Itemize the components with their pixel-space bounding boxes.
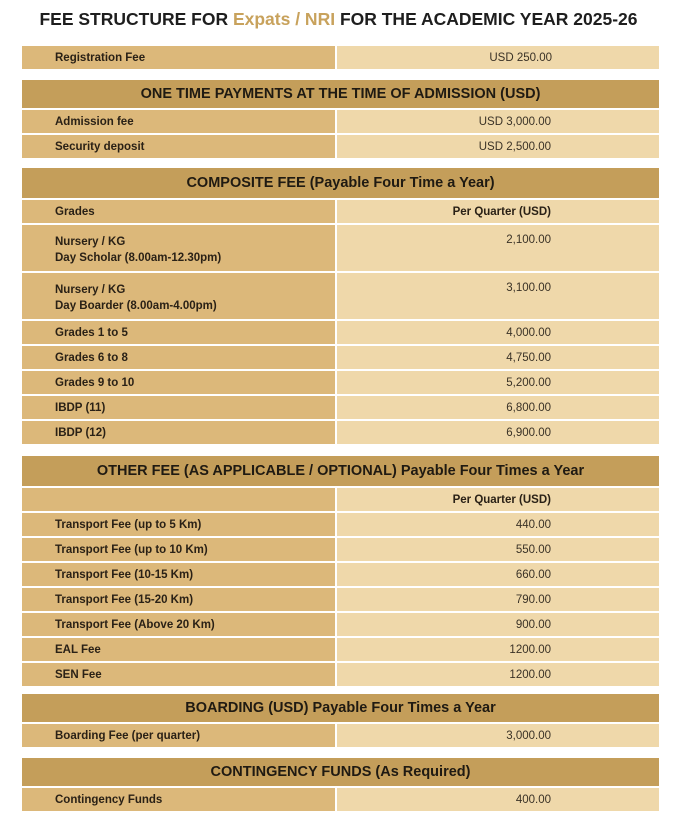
table-header-row xyxy=(22,200,659,223)
row-label xyxy=(22,225,335,271)
row-value: 6,900.00 xyxy=(337,421,659,444)
title-suffix: FOR THE ACADEMIC YEAR 2025-26 xyxy=(335,9,638,29)
row-label: IBDP (11) xyxy=(22,396,335,419)
section-heading: OTHER FEE (AS APPLICABLE / OPTIONAL) Payable Four Times a Year xyxy=(22,456,659,486)
row-label: Contingency Funds xyxy=(22,788,335,811)
table-row xyxy=(22,663,659,686)
row-value: 400.00 xyxy=(337,788,659,811)
table-row xyxy=(22,588,659,611)
row-label: SEN Fee xyxy=(22,663,335,686)
table-header-row xyxy=(22,488,659,511)
table-row xyxy=(22,724,659,747)
table-row xyxy=(22,273,659,319)
row-value: 440.00 xyxy=(337,513,659,536)
title-prefix: FEE STRUCTURE FOR xyxy=(39,9,233,29)
table-row xyxy=(22,135,659,158)
table-row xyxy=(22,396,659,419)
row-value: 4,750.00 xyxy=(337,346,659,369)
column-header-empty xyxy=(22,488,335,511)
row-value: 900.00 xyxy=(337,613,659,636)
row-value: 5,200.00 xyxy=(337,371,659,394)
table-row xyxy=(22,513,659,536)
row-label: EAL Fee xyxy=(22,638,335,661)
column-header-per-quarter: Per Quarter (USD) xyxy=(337,488,659,511)
one-time-payments-table xyxy=(22,80,659,160)
table-row xyxy=(22,46,659,69)
row-value: 3,100.00 xyxy=(337,273,659,319)
row-label: Grades 9 to 10 xyxy=(22,371,335,394)
row-value: 1200.00 xyxy=(337,663,659,686)
table-row xyxy=(22,638,659,661)
row-label: Security deposit xyxy=(22,135,335,158)
table-row xyxy=(22,321,659,344)
table-row xyxy=(22,538,659,561)
row-value: 660.00 xyxy=(337,563,659,586)
row-label: Transport Fee (15-20 Km) xyxy=(22,588,335,611)
table-row xyxy=(22,225,659,271)
section-heading: BOARDING (USD) Payable Four Times a Year xyxy=(22,694,659,722)
section-heading: ONE TIME PAYMENTS AT THE TIME OF ADMISSION (USD) xyxy=(22,80,659,108)
table-row xyxy=(22,613,659,636)
other-fee-table xyxy=(22,456,659,688)
section-heading: CONTINGENCY FUNDS (As Required) xyxy=(22,758,659,786)
row-label: Transport Fee (up to 10 Km) xyxy=(22,538,335,561)
row-value: 6,800.00 xyxy=(337,396,659,419)
row-label: Grades 6 to 8 xyxy=(22,346,335,369)
row-label: Registration Fee xyxy=(22,46,335,69)
boarding-table xyxy=(22,694,659,749)
row-label: Admission fee xyxy=(22,110,335,133)
section-heading: COMPOSITE FEE (Payable Four Time a Year) xyxy=(22,168,659,198)
column-header-grades: Grades xyxy=(22,200,335,223)
title-highlight: Expats / NRI xyxy=(232,9,336,29)
row-label-line2: Day Boarder (8.00am-4.00pm) xyxy=(55,300,217,312)
row-value: 4,000.00 xyxy=(337,321,659,344)
table-row xyxy=(22,421,659,444)
row-label: Transport Fee (Above 20 Km) xyxy=(22,613,335,636)
row-label: Boarding Fee (per quarter) xyxy=(22,724,335,747)
row-value: USD 2,500.00 xyxy=(337,135,659,158)
row-label: Transport Fee (10-15 Km) xyxy=(22,563,335,586)
row-label-line1: Nursery / KG xyxy=(55,236,126,248)
registration-table xyxy=(22,46,659,71)
row-value: 2,100.00 xyxy=(337,225,659,271)
row-value: USD 3,000.00 xyxy=(337,110,659,133)
row-label: IBDP (12) xyxy=(22,421,335,444)
row-value: 1200.00 xyxy=(337,638,659,661)
table-row xyxy=(22,788,659,811)
row-label: Grades 1 to 5 xyxy=(22,321,335,344)
row-value: 790.00 xyxy=(337,588,659,611)
row-label-line2: Day Scholar (8.00am-12.30pm) xyxy=(55,252,222,264)
table-row xyxy=(22,110,659,133)
table-row xyxy=(22,563,659,586)
contingency-table xyxy=(22,758,659,813)
row-label-line1: Nursery / KG xyxy=(55,284,126,296)
table-row xyxy=(22,346,659,369)
table-row xyxy=(22,371,659,394)
row-value: 3,000.00 xyxy=(337,724,659,747)
row-label: Transport Fee (up to 5 Km) xyxy=(22,513,335,536)
row-value: 550.00 xyxy=(337,538,659,561)
page-title xyxy=(0,9,677,30)
composite-fee-table xyxy=(22,168,659,446)
row-value: USD 250.00 xyxy=(337,46,659,69)
column-header-per-quarter: Per Quarter (USD) xyxy=(337,200,659,223)
row-label xyxy=(22,273,335,319)
